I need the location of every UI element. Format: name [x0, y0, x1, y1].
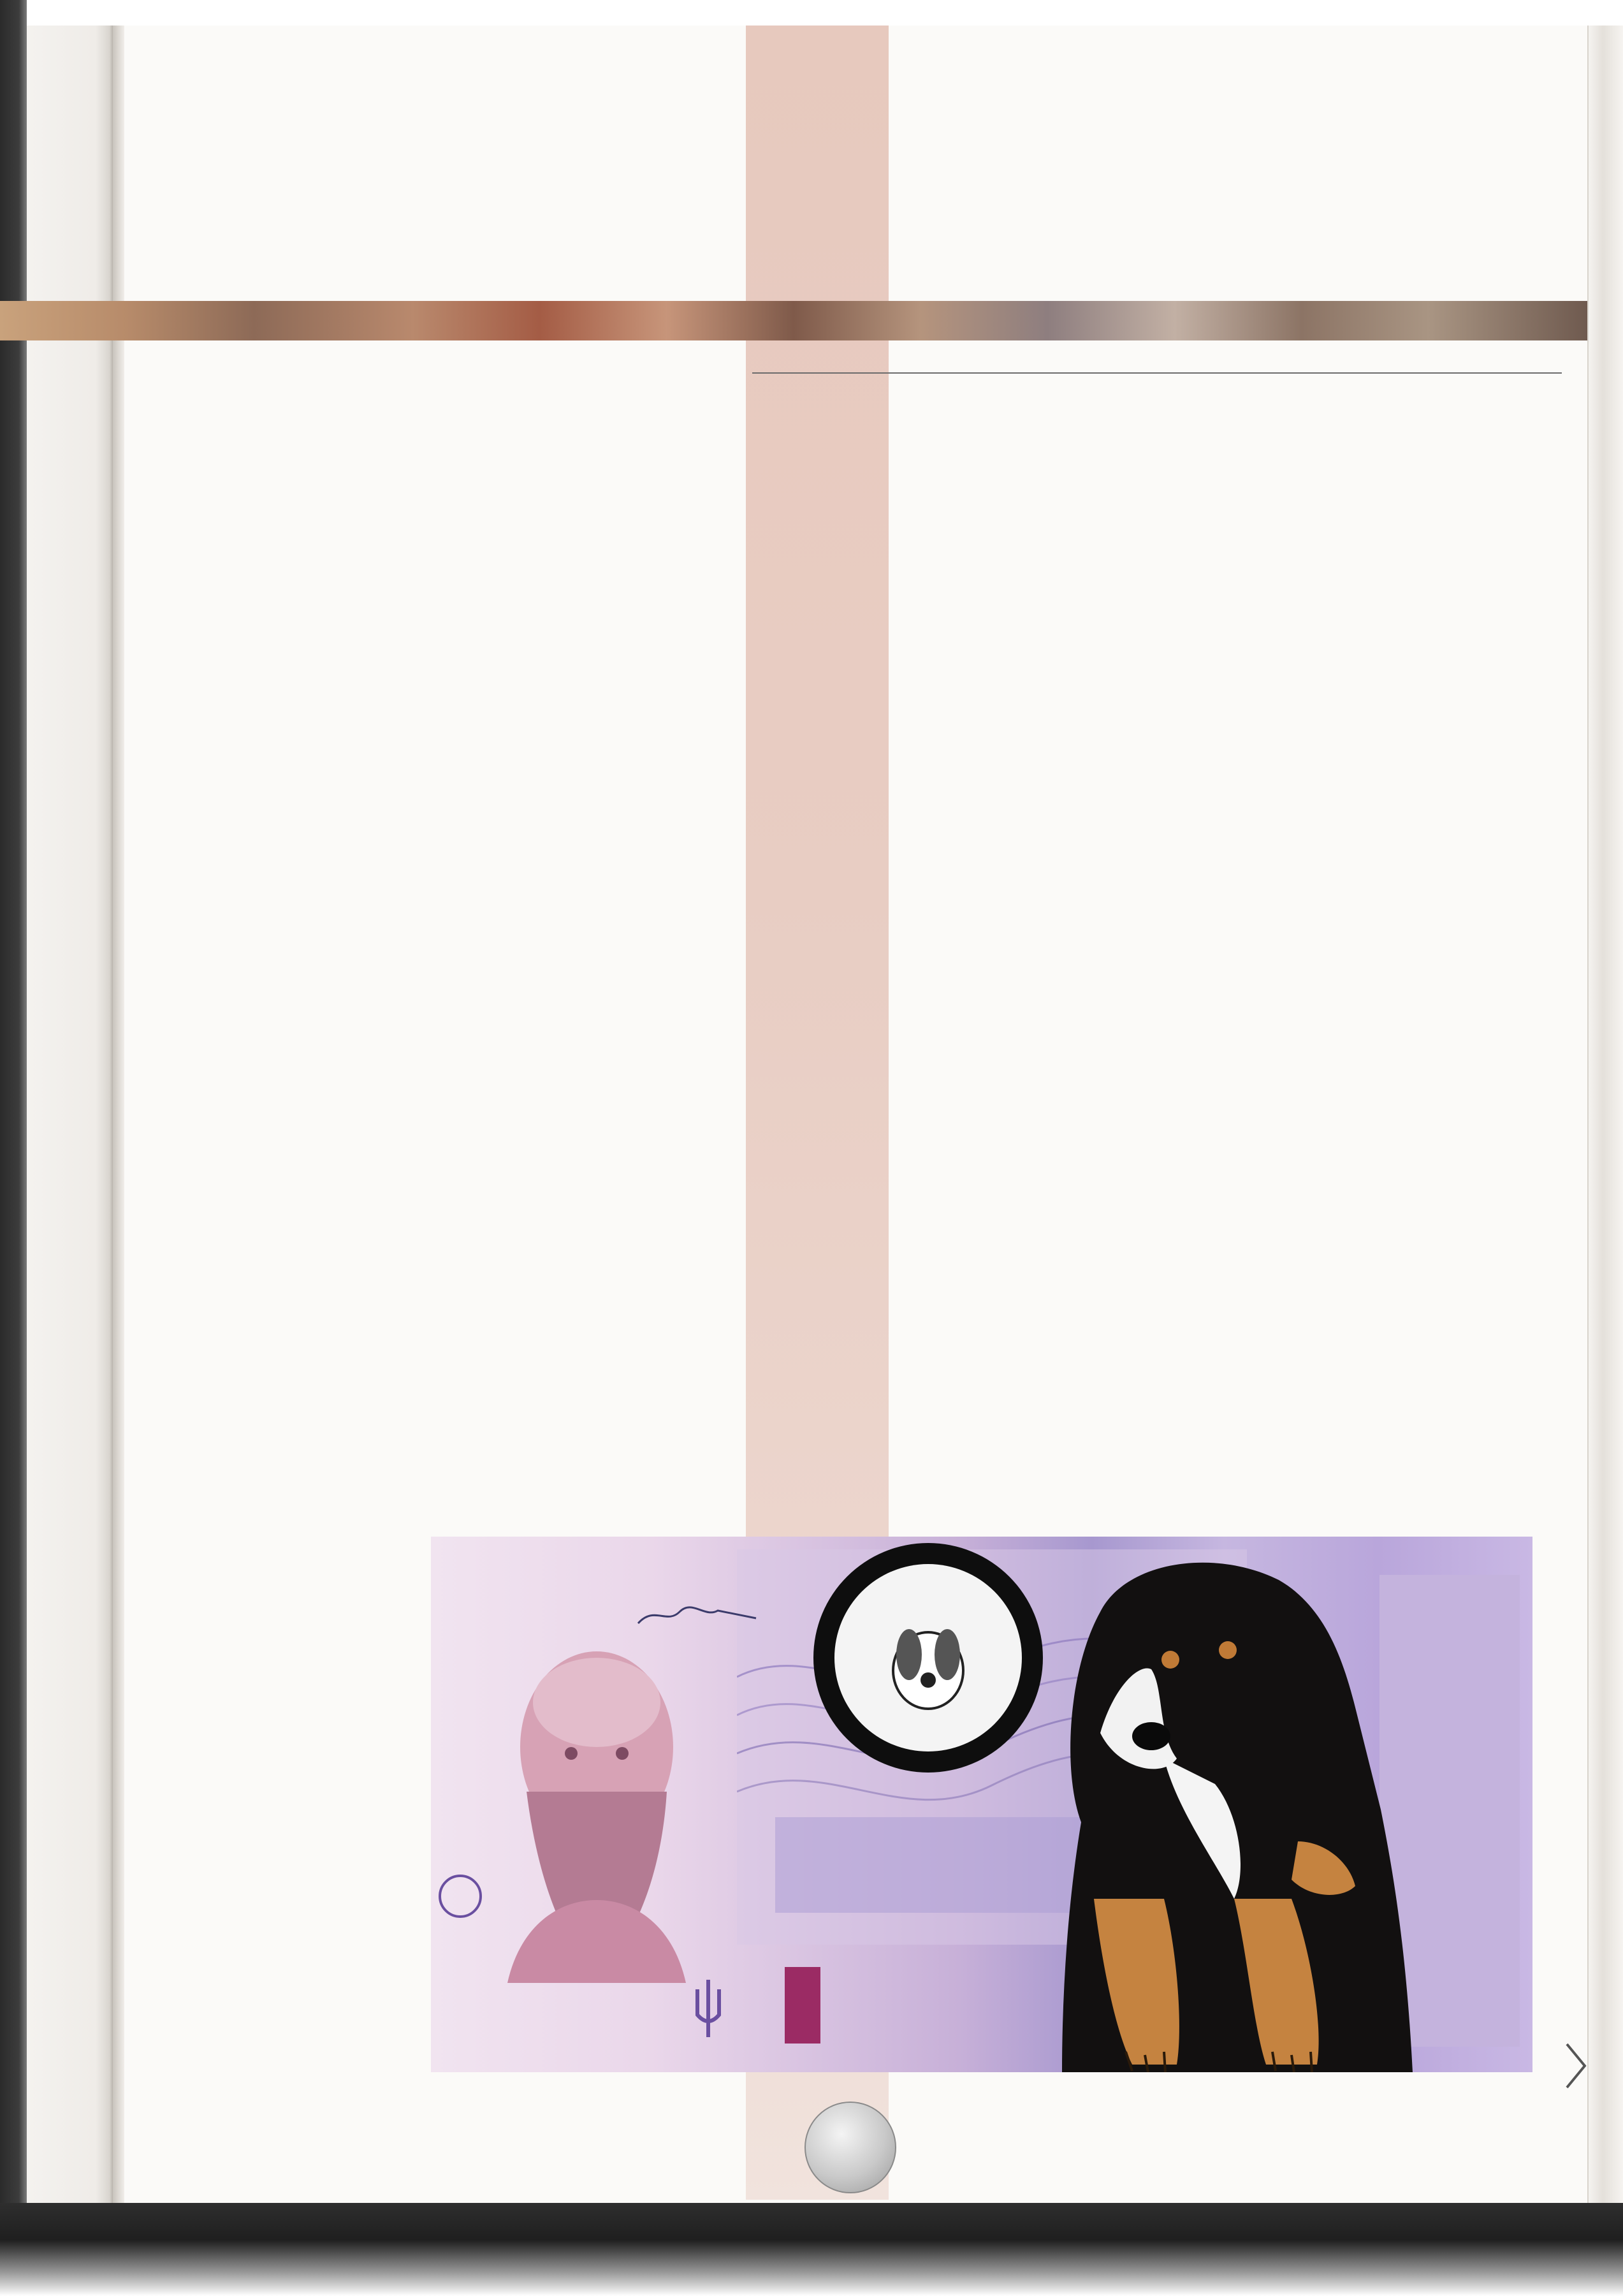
security-stripe [785, 1967, 820, 2044]
page-number-coin [804, 2102, 896, 2193]
chevron-right-icon [1563, 2040, 1589, 2091]
seal-ring-text [813, 1543, 1043, 1773]
left-page-edge [27, 26, 113, 2206]
scanner-edge-bottom [0, 2203, 1623, 2296]
scanner-edge-left [0, 0, 27, 2296]
header-band [0, 301, 1587, 340]
page-edge-right [1587, 26, 1623, 2244]
header-rule [752, 372, 1562, 374]
book-gutter [113, 26, 124, 2206]
puppy-photo-icon [1024, 1542, 1419, 2072]
souvenir-banknote-image [431, 1537, 1532, 2072]
see-through-circle-icon [439, 1875, 482, 1918]
portrait-engraving-icon [469, 1626, 718, 1983]
subheading [966, 471, 1529, 500]
trident-icon [692, 1977, 724, 2040]
article-column-2 [966, 440, 1529, 500]
